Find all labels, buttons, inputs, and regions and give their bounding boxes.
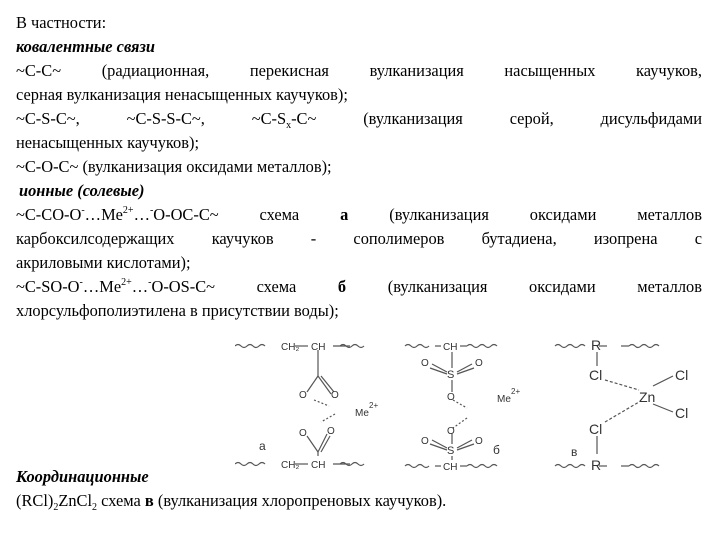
line-coc: ~C-O-C~ (вулканизация оксидами металлов); (16, 157, 332, 176)
line-scheme-b-2: хлорсульфополиэтилена в присутствии воды); (16, 301, 339, 320)
line-cc-2: серная вулканизация ненасыщенных каучуков); (16, 85, 348, 104)
scheme-b-o3: O (447, 392, 455, 403)
heading-ionic: ионные (солевые) (19, 181, 145, 200)
scheme-c-zn: Zn (639, 389, 656, 405)
line-scheme-b-1: $\sim C-SO-O^-\dots Me^{2+}\dots^-O-OS-C\sim$ схема б (вулканизация оксидами металлов (16, 277, 702, 296)
scheme-a-ch2-bottom: CH₂ (281, 460, 300, 471)
scheme-a-charge: 2+ (369, 401, 379, 410)
scheme-a-ch-top: CH (311, 342, 326, 353)
scheme-a-metal: Me (355, 408, 369, 419)
scheme-b-o1: O (421, 358, 429, 369)
scheme-b-charge: 2+ (511, 387, 521, 396)
scheme-c-cl4: Cl (589, 421, 603, 437)
line-scheme-a-3: акриловыми кислотами); (16, 253, 191, 272)
line-csc-1: ~C-S-C~, ~C-S-S-C~, $\sim C-S_x-C\sim$ (вулканизация серой, дисульфидами (16, 109, 702, 131)
scheme-a-label: а (259, 439, 266, 453)
scheme-b-metal: Me (497, 394, 511, 405)
scheme-c-cl1: Cl (589, 367, 603, 383)
scheme-c-r-top: R (591, 337, 602, 353)
scheme-b-s-top: S (447, 369, 455, 381)
line-scheme-a-1: $\sim C-CO-O^-\dots Me^{2+}\dots^-O-OC-C\sim$ схема а (вулканизация оксидами металлов (16, 205, 702, 224)
line-scheme-a-2: карбоксилсодержащих каучуков - сополимеров бутадиена, изопрена с (16, 229, 702, 248)
scheme-b-ch-top: CH (443, 342, 458, 353)
scheme-a-ch2-top: CH₂ (281, 342, 300, 353)
heading-coordination: Координационные (16, 467, 149, 486)
scheme-a-o3: O (299, 428, 307, 439)
line-cc-1: ~C-C~ (радиационная, перекисная вулканизация насыщенных каучуков, (16, 61, 702, 80)
scheme-b-o2: O (475, 358, 483, 369)
scheme-c-cl3: Cl (675, 405, 689, 421)
line-scheme-c: $(RCl)_2ZnCl_2$ схема в (вулканизация хлоропреновых каучуков). (16, 491, 447, 513)
scheme-b-o6: O (475, 436, 483, 447)
scheme-b-ch-bottom: CH (443, 462, 458, 473)
scheme-a-ch-bottom: CH (311, 460, 326, 471)
scheme-a-o4: O (327, 426, 335, 437)
scheme-c-label: в (571, 445, 578, 459)
scheme-c-cl2: Cl (675, 367, 689, 383)
scheme-b-o4: O (447, 426, 455, 437)
line-csc-2: ненасыщенных каучуков); (16, 133, 199, 152)
reaction-schemes-figure (235, 330, 705, 475)
scheme-a-o1: O (299, 390, 307, 401)
scheme-c-r-bottom: R (591, 457, 602, 473)
heading-covalent: ковалентные связи (16, 37, 155, 56)
scheme-a-o2: O (331, 390, 339, 401)
scheme-b-s-bottom: S (447, 445, 455, 457)
scheme-b-label: б (493, 443, 500, 457)
scheme-b-o5: O (421, 436, 429, 447)
line-intro: В частности: (16, 13, 107, 32)
